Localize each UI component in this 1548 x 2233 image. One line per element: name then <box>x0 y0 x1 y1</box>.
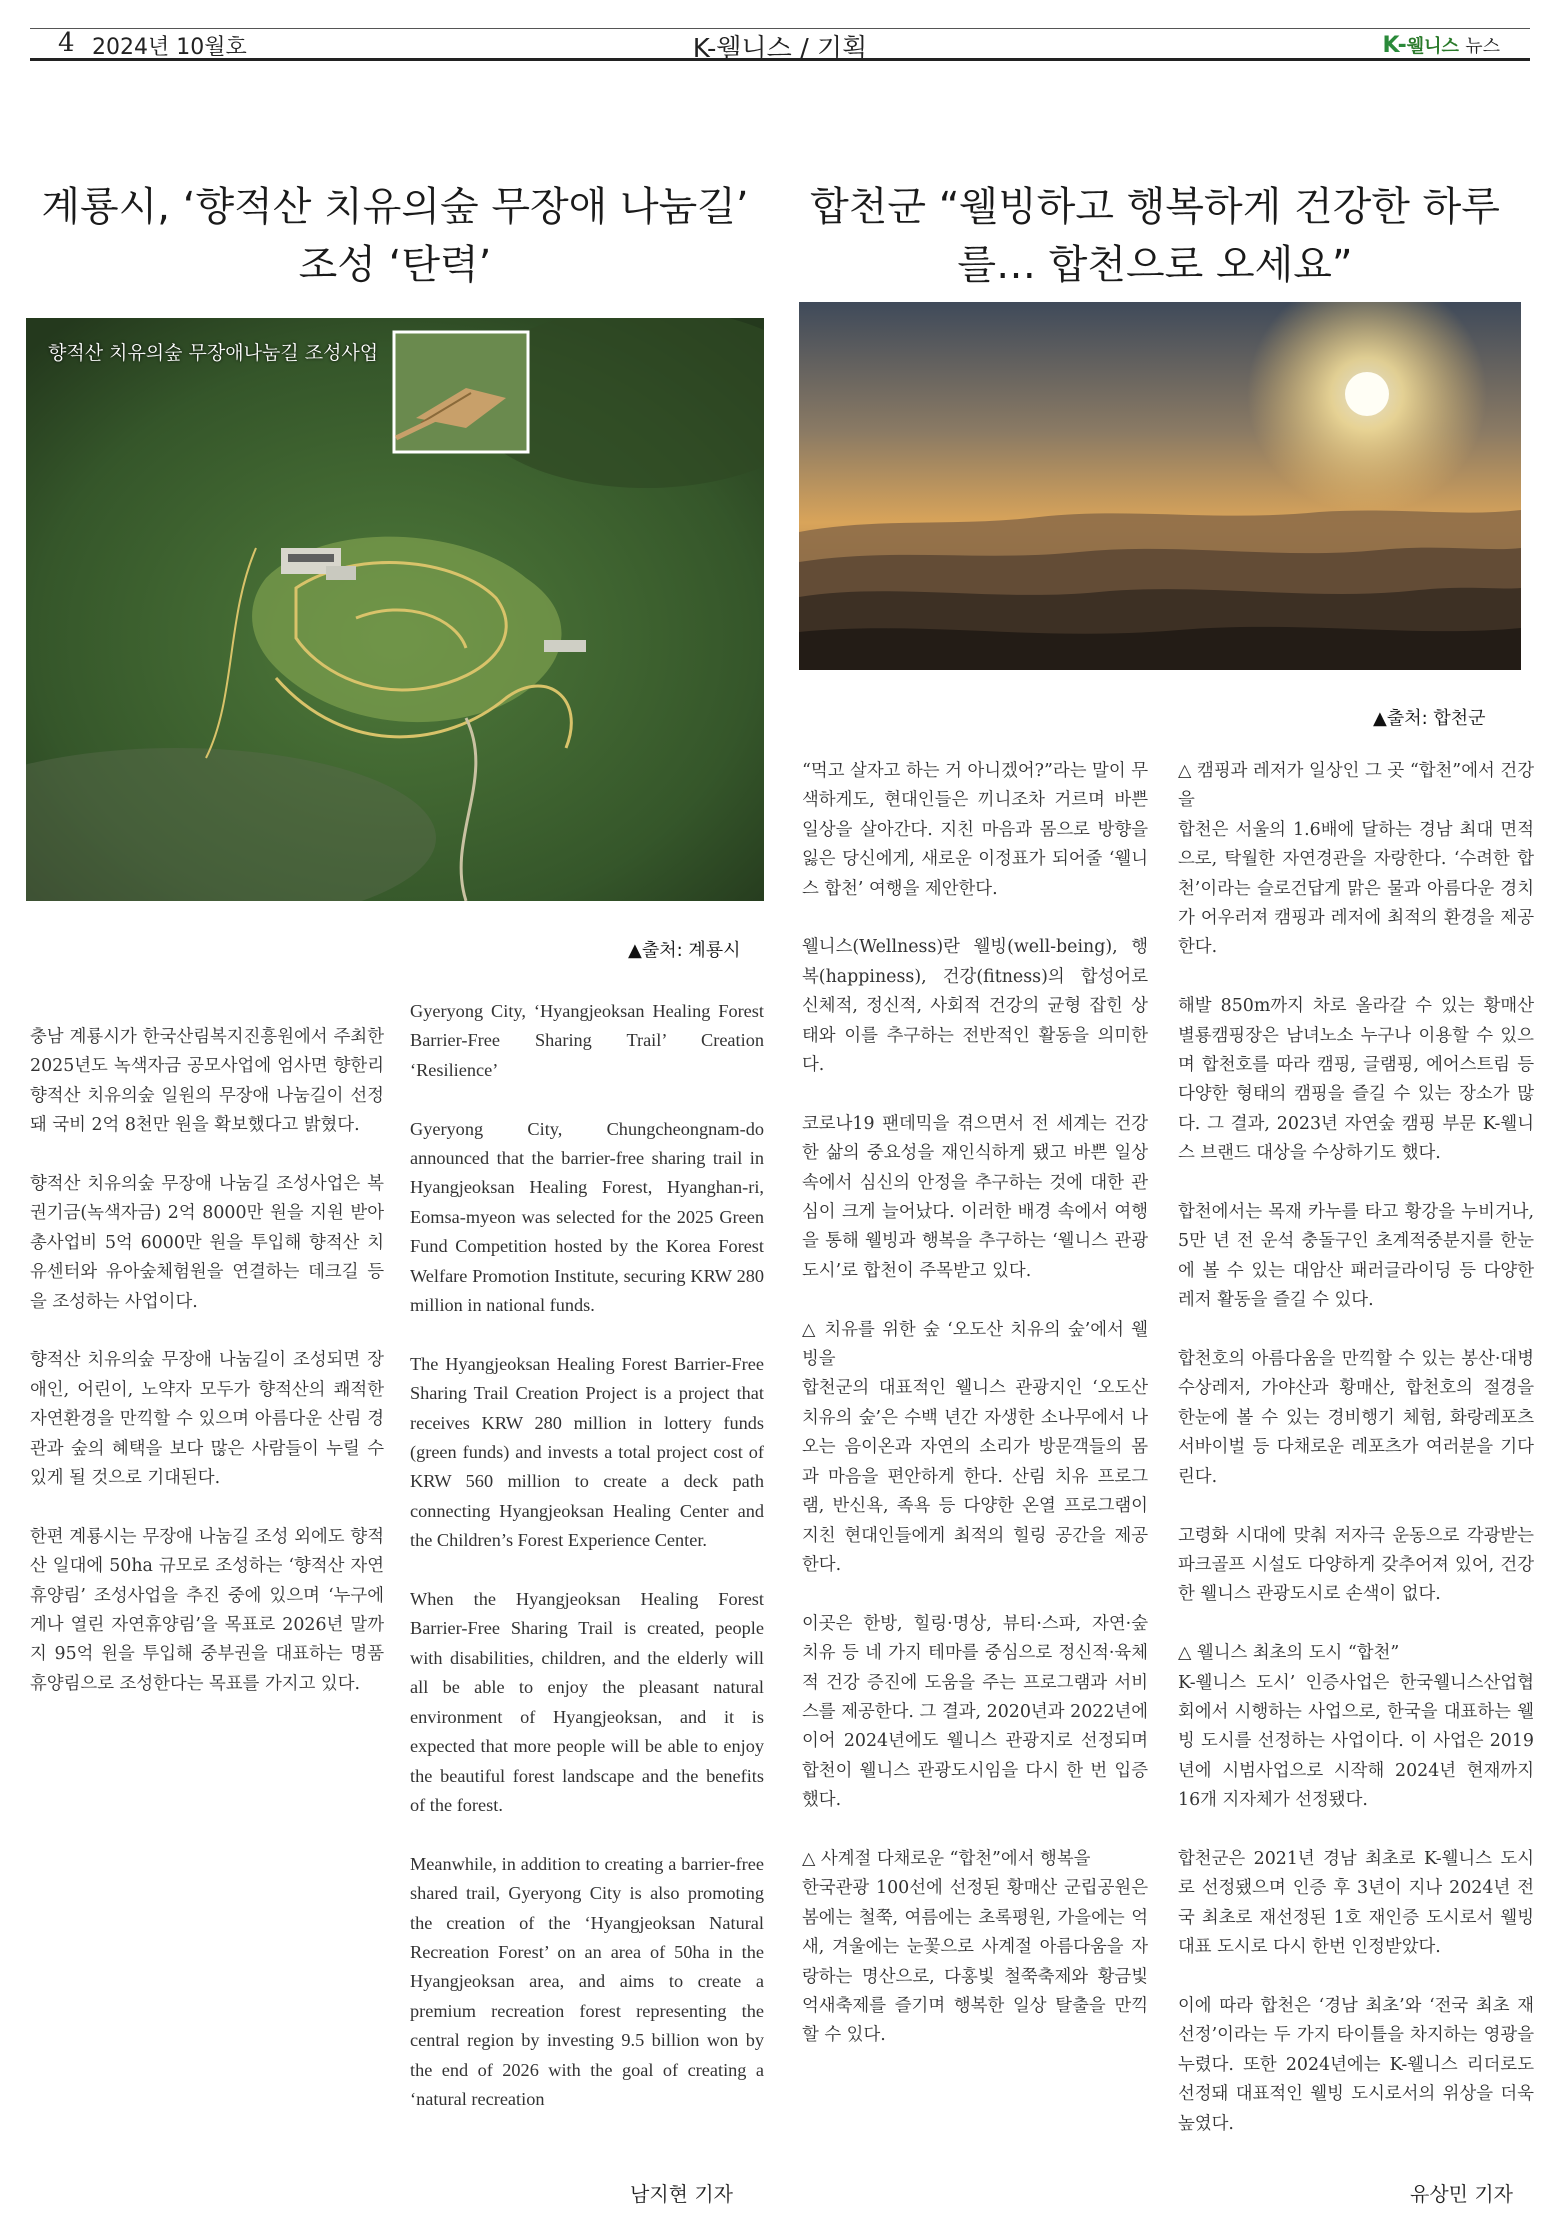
right-paragraph: 웰니스(Wellness)란 웰빙(well-being), 행복(happiness), 건강(fitness)의 합성어로 신체적, 정신적, 사회적 건강의 균형 잡힌 상태와 이를 추구하는 전반적인 활동을 의미한다. <box>802 937 1148 1076</box>
right-article-byline: 유상민 기자 <box>1410 2182 1513 2206</box>
forest-aerial-illustration <box>26 318 764 901</box>
page-number: 4 <box>58 28 75 58</box>
left-article-byline: 남지현 기자 <box>630 2182 733 2206</box>
section-title: K-웰니스 / 기획 <box>692 34 868 64</box>
right-paragraph: 합천에서는 목재 카누를 타고 황강을 누비거나, 5만 년 전 운석 충돌구인 초계적중분지를 한눈에 볼 수 있는 대암산 패러글라이딩 등 다양한 레저 활동을 즐길 수 있다. <box>1178 1202 1534 1311</box>
left-article-headline: 계룡시, ‘향적산 치유의숲 무장애 나눔길’ 조성 ‘탄력’ <box>41 184 749 288</box>
logo-k-mark: K- <box>1382 33 1407 58</box>
left-kr-paragraph: 충남 계룡시가 한국산림복지진흥원에서 주최한 2025년도 녹색자금 공모사업에 엄사면 향한리 향적산 치유의숲 일원의 무장애 나눔길이 선정돼 국비 2억 8천만 원을 확보했다고 밝혔다. <box>30 1027 384 1136</box>
forest-aerial-photo <box>26 318 764 901</box>
right-paragraph: 합천군의 대표적인 웰니스 관광지인 ‘오도산 치유의 숲’은 수백 년간 자생한 소나무에서 나오는 음이온과 자연의 소리가 방문객들의 몸과 마음을 편안하게 한다. 산림 치유 프로그램, 반신욕, 족욕 등 다양한 온열 프로그램이 지친 현대인들에게 최적의 힐링 공간을 제공한다. <box>802 1378 1148 1575</box>
right-photo-credit: ▲출처: 합천군 <box>1373 708 1486 729</box>
subheading: △ 웰니스 최초의 도시 “합천” <box>1178 1643 1400 1664</box>
subheading: △ 사계절 다채로운 “합천”에서 행복을 <box>802 1848 1091 1869</box>
subheading: △ 치유를 위한 숲 ‘오도산 치유의 숲’에서 웰빙을 <box>802 1319 1148 1370</box>
left-en-paragraph: When the Hyangjeoksan Healing Forest Barrier-Free Sharing Trail is created, people with disabilities, children, and the elderly will all be able to enjoy the pleasant natural environment of Hyangjeoksan, and it is expected that more people will be able to enjoy the beautiful forest landscape and the benefits of the forest. <box>410 1589 764 1815</box>
left-kr-paragraph: 향적산 치유의숲 무장애 나눔길이 조성되면 장애인, 어린이, 노약자 모두가 향적산의 쾌적한 자연환경을 만끽할 수 있으며 아름다운 산림 경관과 숲의 혜택을 보다 많은 사람들이 누릴 수 있게 될 것으로 기대된다. <box>30 1350 384 1489</box>
logo-news: 뉴스 <box>1465 36 1500 57</box>
left-en-paragraph: The Hyangjeoksan Healing Forest Barrier-Free Sharing Trail Creation Project is a project that receives KRW 280 million in lottery funds (green funds) and invests a total project cost of KRW 560 million to create a deck path connecting Hyangjeoksan Healing Center and the Children’s Forest Experience Center. <box>410 1353 764 1551</box>
english-title: Gyeryong City, ‘Hyangjeoksan Healing Forest Barrier-Free Sharing Trail’ Creation ‘Resilience’ <box>410 1001 764 1080</box>
left-article-english-text <box>410 997 764 2114</box>
right-paragraph: 이곳은 한방, 힐링·명상, 뷰티·스파, 자연·숲 치유 등 네 가지 테마를 중심으로 정신적·육체적 건강 증진에 도움을 주는 프로그램과 서비스를 제공한다. 그 결과, 2020년과 2022년에 이어 2024년에도 웰니스 관광지로 선정되며 합천이 웰니스 관광도시임을 다시 한 번 입증했다. <box>802 1613 1148 1811</box>
issue-date: 2024년 10월호 <box>92 35 247 60</box>
left-photo-credit: ▲출처: 계룡시 <box>628 940 741 961</box>
header-bottom-rule <box>30 58 1530 61</box>
newspaper-logo <box>1382 32 1500 58</box>
photo-caption: 향적산 치유의숲 무장애나눔길 조성사업 <box>48 342 379 364</box>
sunrise-mountain-illustration <box>799 302 1521 670</box>
right-paragraph: 합천호의 아름다움을 만끽할 수 있는 봉산·대병 수상레저, 가야산과 황매산, 합천호의 절경을 한눈에 볼 수 있는 경비행기 체험, 화랑레포츠 서바이벌 등 다채로운 레포츠가 여러분을 기다린다. <box>1178 1349 1534 1487</box>
page-header <box>30 24 1530 64</box>
right-paragraph: 해발 850m까지 차로 올라갈 수 있는 황매산 별룡캠핑장은 남녀노소 누구나 이용할 수 있으며 합천호를 따라 캠핑, 글램핑, 에어스트림 등 다양한 형태의 캠핑을 즐길 수 있는 장소가 많다. 그 결과, 2023년 자연숲 캠핑 부문 K-웰니스 브랜드 대상을 수상하기도 했다. <box>1178 996 1534 1164</box>
right-paragraph: 고령화 시대에 맞춰 저자극 운동으로 각광받는 파크골프 시설도 다양하게 갖추어져 있어, 건강한 웰니스 관광도시로 손색이 없다. <box>1178 1525 1534 1605</box>
left-en-paragraph: Gyeryong City, Chungcheongnam-do announced that the barrier-free sharing trail in Hyangjeoksan Healing Forest, Hyanghan-ri, Eomsa-myeon was selected for the 2025 Green Fund Competition hosted by the Korea Forest Welfare Promotion Institute, securing KRW 280 million in national funds. <box>410 1118 764 1316</box>
sunrise-mountain-photo <box>799 302 1521 670</box>
right-paragraph: 한국관광 100선에 선정된 황매산 군립공원은 봄에는 철쭉, 여름에는 초록평원, 가을에는 억새, 겨울에는 눈꽃으로 사계절 아름다움을 자랑하는 명산으로, 다홍빛 철쭉축제와 황금빛 억새축제를 즐기며 행복한 일상 탈출을 만끽할 수 있다. <box>802 1878 1148 2046</box>
left-kr-paragraph: 한편 계룡시는 무장애 나눔길 조성 외에도 향적산 일대에 50ha 규모로 조성하는 ‘향적산 자연휴양림’ 조성사업을 추진 중에 있으며 ‘누구에게나 열린 자연휴양림’을 목표로 2026년 말까지 95억 원을 투입해 중부권을 대표하는 명품 휴양림으로 조성한다는 목표를 가지고 있다. <box>30 1526 384 1694</box>
right-article-column-2 <box>1178 757 1534 2139</box>
left-en-paragraph: Meanwhile, in addition to creating a barrier-free shared trail, Gyeryong City is also promoting the creation of the ‘Hyangjeoksan Natural Recreation Forest’ on an area of 50ha in the Hyangjeoksan area, and aims to create a premium recreation forest representing the central region by investing 9.5 billion won by the end of 2026 with the goal of creating a ‘natural recreation <box>410 1853 764 2109</box>
logo-text: 웰니스 <box>1406 36 1459 57</box>
left-kr-paragraph: 향적산 치유의숲 무장애 나눔길 조성사업은 복권기금(녹색자금) 2억 8000만 원을 지원 받아 총사업비 5억 6000만 원을 투입해 향적산 치유센터와 유아숲체험원을 연결하는 데크길 등을 조성하는 사업이다. <box>30 1174 384 1312</box>
right-paragraph: 합천은 서울의 1.6배에 달하는 경남 최대 면적으로, 탁월한 자연경관을 자랑한다. ‘수려한 합천’이라는 슬로건답게 맑은 물과 아름다운 경치가 어우러져 캠핑과 레저에 최적의 환경을 제공한다. <box>1178 819 1534 958</box>
right-paragraph: 이에 따라 합천은 ‘경남 최초’와 ‘전국 최초 재선정’이라는 두 가지 타이틀을 차지하는 영광을 누렸다. 또한 2024년에는 K-웰니스 리더로도 선정돼 대표적인 웰빙 도시로서의 위상을 더욱 높였다. <box>1178 1995 1534 2134</box>
subheading: △ 캠핑과 레저가 일상인 그 곳 “합천”에서 건강을 <box>1178 761 1534 811</box>
right-paragraph: 합천군은 2021년 경남 최초로 K-웰니스 도시로 선정됐으며 인증 후 3년이 지나 2024년 전국 최초로 재선정된 1호 재인증 도시로서 웰빙 대표 도시로 다시 한번 인정받았다. <box>1178 1848 1534 1958</box>
right-paragraph: “먹고 살자고 하는 거 아니겠어?”라는 말이 무색하게도, 현대인들은 끼니조차 거르며 바쁜 일상을 살아간다. 지친 마음과 몸으로 방향을 잃은 당신에게, 새로운 이정표가 되어줄 ‘웰니스 합천’ 여행을 제안한다. <box>802 761 1148 899</box>
right-paragraph: K-웰니스 도시’ 인증사업은 한국웰니스산업협회에서 시행하는 사업으로, 한국을 대표하는 웰빙 도시를 선정하는 사업이다. 이 사업은 2019년에 시범사업으로 시작해 2024년 현재까지 16개 지자체가 선정됐다. <box>1178 1672 1534 1811</box>
right-paragraph: 코로나19 팬데믹을 겪으면서 전 세계는 건강한 삶의 중요성을 재인식하게 됐고 바쁜 일상 속에서 심신의 안정을 추구하는 것에 대한 관심이 크게 늘어났다. 이러한 배경 속에서 여행을 통해 웰빙과 행복을 추구하는 ‘웰니스 관광도시’로 합천이 주목받고 있다. <box>802 1113 1148 1281</box>
left-article-korean-text <box>30 1023 384 1729</box>
right-article-column-1 <box>802 757 1148 2080</box>
right-article-headline: 합천군 “웰빙하고 행복하게 건강한 하루를… 합천으로 오세요” <box>810 184 1500 288</box>
